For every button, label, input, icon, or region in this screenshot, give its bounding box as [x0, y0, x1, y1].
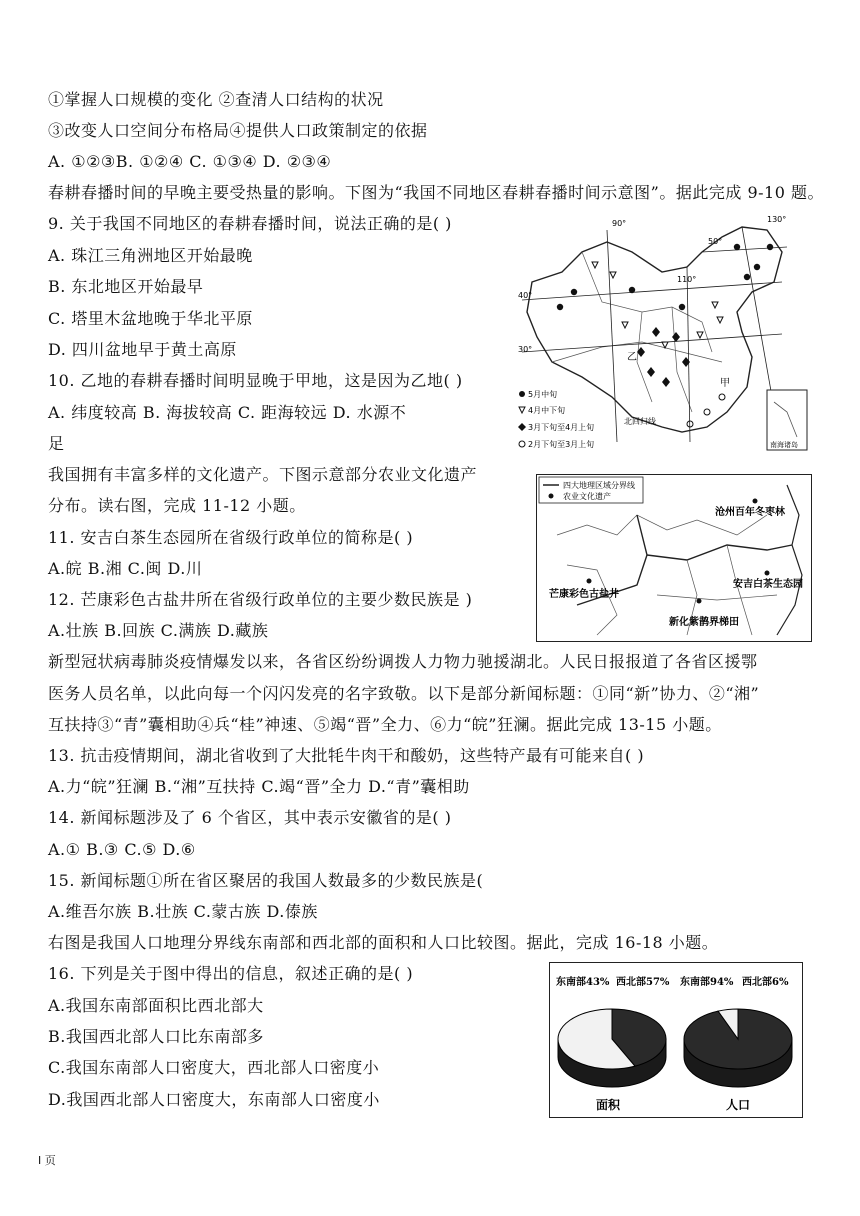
option-a: A. 珠江三角洲地区开始最晚	[48, 246, 253, 265]
option-c: C.我国东南部人口密度大，西北部人口密度小	[48, 1058, 380, 1077]
lon-label-90: 90°	[612, 219, 627, 228]
text-line: 互扶持③“青”囊相助④兵“桂”神速、⑤竭“晋”全力、⑥力“皖”狂澜。据此完成 13-15 小题。	[48, 715, 722, 734]
question-13: 13. 抗击疫情期间，湖北省收到了大批牦牛肉干和酸奶，这些特产最有可能来自( )	[48, 746, 645, 765]
text-line: 分布。读右图，完成 11-12 小题。	[48, 496, 306, 515]
page-footer: I 页	[38, 1154, 56, 1167]
site-mangkang: 芒康彩色古盐井	[549, 589, 619, 600]
legend-heritage: 农业文化遗产	[563, 492, 611, 501]
label-area-southeast: 东南部43%	[556, 977, 610, 988]
options-11: A.皖 B.湘 C.闽 D.川	[48, 559, 203, 578]
site-anji: 安吉白茶生态园	[733, 579, 803, 590]
tropic-label: 北回归线	[624, 417, 656, 426]
text-line: 右图是我国人口地理分界线东南部和西北部的面积和人口比较图。据此，完成 16-18 小题。	[48, 933, 719, 952]
text-line: ③改变人口空间分布格局④提供人口政策制定的依据	[48, 121, 428, 140]
site-cangzhou: 沧州百年冬枣林	[715, 507, 785, 518]
page-label: 页	[44, 1154, 56, 1167]
option-b: B.我国西北部人口比东南部多	[48, 1027, 264, 1046]
question-16: 16. 下列是关于图中得出的信息，叙述正确的是( )	[48, 964, 414, 983]
planting-time-map	[512, 212, 812, 462]
lon-label-110: 110°	[677, 275, 697, 284]
options-14: A.① B.③ C.⑤ D.⑥	[48, 840, 196, 859]
lon-label-130: 130°	[767, 215, 787, 224]
options-10: A. 纬度较高 B. 海拔较高 C. 距海较远 D. 水源不	[48, 403, 407, 422]
area-population-pie-chart	[549, 962, 803, 1118]
question-15: 15. 新闻标题①所在省区聚居的我国人数最多的少数民族是(	[48, 871, 484, 890]
option-b: B. 东北地区开始最早	[48, 277, 204, 296]
agri-heritage-map	[536, 474, 812, 642]
question-9: 9. 关于我国不同地区的春耕春播时间，说法正确的是( )	[48, 214, 452, 233]
legend-boundary: 四大地理区域分界线	[563, 481, 635, 490]
text-line: 我国拥有丰富多样的文化遗产。下图示意部分农业文化遗产	[48, 465, 478, 484]
legend-item: 5月中旬	[528, 390, 558, 399]
lat-label-50: 50°	[708, 237, 723, 246]
text-line: 春耕春播时间的早晚主要受热量的影响。下图为“我国不同地区春耕春播时间示意图”。据此完成 9-10 题。	[48, 183, 824, 202]
question-10: 10. 乙地的春耕春播时间明显晚于甲地，这是因为乙地( )	[48, 371, 463, 390]
pie-area	[558, 1009, 666, 1087]
text-line: 足	[48, 434, 65, 453]
place-label-jia: 甲	[720, 378, 730, 389]
marker-group	[557, 244, 773, 310]
option-a: A.我国东南部面积比西北部大	[48, 996, 264, 1015]
options-15: A.维吾尔族 B.壮族 C.蒙古族 D.傣族	[48, 902, 318, 921]
text-line: ①掌握人口规模的变化 ②查清人口结构的状况	[48, 90, 384, 109]
lat-label-40: 40°	[518, 291, 533, 300]
label-pop-southeast: 东南部94%	[680, 977, 734, 988]
pie-title-area: 面积	[596, 1098, 621, 1112]
question-12: 12. 芒康彩色古盐井所在省级行政单位的主要少数民族是 )	[48, 590, 473, 609]
option-d: D. 四川盆地早于黄土高原	[48, 340, 237, 359]
options-13: A.力“皖”狂澜 B.“湘”互扶持 C.竭“晋”全力 D.“青”囊相助	[48, 777, 470, 796]
question-14: 14. 新闻标题涉及了 6 个省区，其中表示安徽省的是( )	[48, 808, 452, 827]
inset-label: 南海诸岛	[770, 441, 798, 449]
options-12: A.壮族 B.回族 C.满族 D.藏族	[48, 621, 269, 640]
label-pop-northwest: 西北部6%	[742, 977, 789, 988]
place-label-yi: 乙	[627, 352, 637, 363]
option-c: C. 塔里木盆地晚于华北平原	[48, 309, 253, 328]
label-area-northwest: 西北部57%	[616, 977, 670, 988]
option-d: D.我国西北部人口密度大，东南部人口密度小	[48, 1090, 380, 1109]
text-line: A. ①②③B. ①②④ C. ①③④ D. ②③④	[48, 152, 332, 171]
text-line: 医务人员名单，以此向每一个闪闪发亮的名字致敬。以下是部分新闻标题：①同“新”协力、②“湘”	[48, 684, 760, 703]
question-11: 11. 安吉白茶生态园所在省级行政单位的简称是( )	[48, 528, 414, 547]
lat-label-30: 30°	[518, 345, 533, 354]
legend-item: 3月下旬至4月上旬	[528, 423, 595, 432]
text-line: 新型冠状病毒肺炎疫情爆发以来，各省区纷纷调拨人力物力驰援湖北。人民日报报道了各省区援鄂	[48, 652, 758, 671]
legend-item: 4月中下旬	[528, 406, 566, 415]
pie-title-population: 人口	[726, 1098, 751, 1112]
legend-item: 2月下旬至3月上旬	[528, 440, 595, 449]
map1-legend	[518, 389, 594, 449]
site-xinhua: 新化紫鹊界梯田	[669, 617, 739, 628]
pie-population	[684, 1009, 792, 1087]
